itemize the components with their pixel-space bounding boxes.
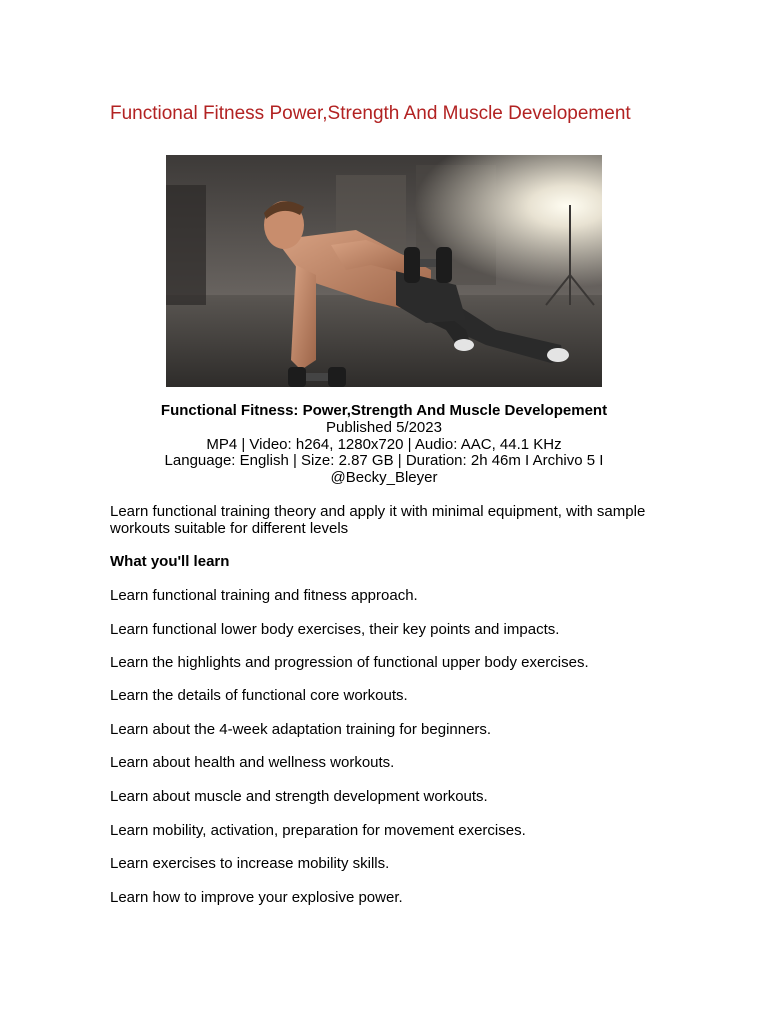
document-title: Functional Fitness Power,Strength And Muscle Developement [110,103,631,124]
language-size-duration: Language: English | Size: 2.87 GB | Duration: 2h 46m I Archivo 5 I [164,452,604,470]
learn-item: Learn functional lower body exercises, their key points and impacts. [110,621,560,638]
learn-item: Learn the details of functional core workouts. [110,687,408,704]
author-handle: @Becky_Bleyer [330,469,438,487]
course-info-block [110,403,658,487]
learn-item: Learn about health and wellness workouts. [110,754,395,771]
learn-item: Learn the highlights and progression of functional upper body exercises. [110,654,589,671]
learn-heading: What you'll learn [110,553,230,570]
published-date: Published 5/2023 [326,418,442,436]
course-intro: Learn functional training theory and apply it with minimal equipment, with sample workouts suitable for different levels [110,503,646,537]
learn-item: Learn about the 4-week adaptation training for beginners. [110,721,492,738]
course-info-heading: Functional Fitness: Power,Strength And Muscle Developement [160,402,608,419]
learn-item: Learn functional training and fitness approach. [110,587,418,604]
man-doing-dumbbell-row-plank-photo [166,155,602,387]
learn-item: Learn how to improve your explosive power. [110,889,403,906]
learn-item: Learn exercises to increase mobility skills. [110,855,390,872]
learn-item: Learn mobility, activation, preparation for movement exercises. [110,822,526,839]
learn-item: Learn about muscle and strength development workouts. [110,788,488,805]
media-specs: MP4 | Video: h264, 1280x720 | Audio: AAC, 44.1 KHz [206,435,562,453]
